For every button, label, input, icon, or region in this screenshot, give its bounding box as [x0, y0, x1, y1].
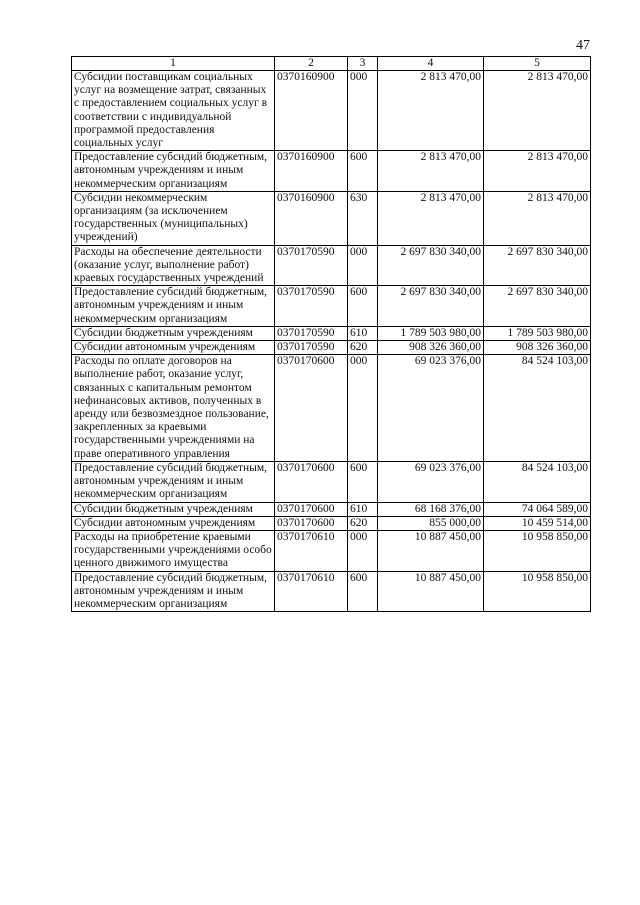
row-sum-year-1: 2 813 470,00 [378, 151, 484, 192]
row-sum-year-1: 908 326 360,00 [378, 341, 484, 355]
row-sum-year-2: 10 459 514,00 [484, 516, 591, 530]
row-sum-year-2: 1 789 503 980,00 [484, 326, 591, 340]
table-row [72, 326, 591, 340]
row-expense-type: 610 [348, 502, 378, 516]
row-expense-type: 600 [348, 571, 378, 612]
row-expense-type: 600 [348, 286, 378, 327]
row-name: Предоставление субсидий бюджетным, автономным учреждениям и иным некоммерческим организациям [72, 286, 275, 327]
row-sum-year-1: 10 887 450,00 [378, 571, 484, 612]
row-name: Субсидии поставщикам социальных услуг на возмещение затрат, связанных с предоставлением социальных услуг в соответствии с индивидуальной программой предоставления социальных услуг [72, 71, 275, 151]
row-expense-type: 000 [348, 245, 378, 286]
row-sum-year-1: 2 813 470,00 [378, 191, 484, 245]
row-sum-year-2: 2 813 470,00 [484, 191, 591, 245]
row-sum-year-2: 84 524 103,00 [484, 355, 591, 462]
row-name: Субсидии бюджетным учреждениям [72, 326, 275, 340]
row-code: 0370170590 [275, 341, 348, 355]
row-expense-type: 000 [348, 530, 378, 571]
table-row [72, 516, 591, 530]
row-expense-type: 600 [348, 461, 378, 502]
table-row [72, 502, 591, 516]
page-number: 47 [576, 38, 590, 53]
row-sum-year-2: 2 697 830 340,00 [484, 286, 591, 327]
row-expense-type: 610 [348, 326, 378, 340]
row-expense-type: 600 [348, 151, 378, 192]
row-sum-year-1: 69 023 376,00 [378, 461, 484, 502]
row-expense-type: 000 [348, 71, 378, 151]
header-col-3: 3 [348, 57, 378, 71]
row-name: Расходы по оплате договоров на выполнение работ, оказание услуг, связанных с капитальным ремонтом нефинансовых активов, полученных в аренду или безвозмездное пользование, закрепленных за краевыми государственными учреждениями на праве оперативного управления [72, 355, 275, 462]
row-sum-year-2: 84 524 103,00 [484, 461, 591, 502]
table-row [72, 245, 591, 286]
row-name: Расходы на приобретение краевыми государственными учреждениями особо ценного движимого имущества [72, 530, 275, 571]
row-name: Предоставление субсидий бюджетным, автономным учреждениям и иным некоммерческим организациям [72, 151, 275, 192]
table-row [72, 530, 591, 571]
table-row [72, 355, 591, 462]
row-name: Субсидии бюджетным учреждениям [72, 502, 275, 516]
row-name: Субсидии некоммерческим организациям (за исключением государственных (муниципальных) учреждений) [72, 191, 275, 245]
row-code: 0370170590 [275, 286, 348, 327]
row-sum-year-1: 69 023 376,00 [378, 355, 484, 462]
row-code: 0370170590 [275, 326, 348, 340]
row-name: Предоставление субсидий бюджетным, автономным учреждениям и иным некоммерческим организациям [72, 461, 275, 502]
row-expense-type: 620 [348, 516, 378, 530]
table-row [72, 286, 591, 327]
row-expense-type: 620 [348, 341, 378, 355]
row-sum-year-2: 2 697 830 340,00 [484, 245, 591, 286]
header-col-5: 5 [484, 57, 591, 71]
row-name: Субсидии автономным учреждениям [72, 516, 275, 530]
row-code: 0370160900 [275, 151, 348, 192]
row-sum-year-1: 855 000,00 [378, 516, 484, 530]
row-name: Расходы на обеспечение деятельности (оказание услуг, выполнение работ) краевых государственных учреждений [72, 245, 275, 286]
row-sum-year-2: 2 813 470,00 [484, 151, 591, 192]
table-row [72, 191, 591, 245]
header-row [72, 57, 591, 71]
row-sum-year-2: 2 813 470,00 [484, 71, 591, 151]
row-sum-year-2: 74 064 589,00 [484, 502, 591, 516]
row-name: Субсидии автономным учреждениям [72, 341, 275, 355]
table-row [72, 151, 591, 192]
row-code: 0370170610 [275, 571, 348, 612]
table-row [72, 571, 591, 612]
table-row [72, 461, 591, 502]
row-name: Предоставление субсидий бюджетным, автономным учреждениям и иным некоммерческим организациям [72, 571, 275, 612]
row-sum-year-1: 1 789 503 980,00 [378, 326, 484, 340]
row-code: 0370170610 [275, 530, 348, 571]
row-code: 0370170590 [275, 245, 348, 286]
row-sum-year-1: 2 697 830 340,00 [378, 286, 484, 327]
table-row [72, 71, 591, 151]
table-row [72, 341, 591, 355]
row-code: 0370170600 [275, 502, 348, 516]
header-col-2: 2 [275, 57, 348, 71]
row-expense-type: 630 [348, 191, 378, 245]
row-code: 0370170600 [275, 461, 348, 502]
row-code: 0370170600 [275, 516, 348, 530]
row-code: 0370170600 [275, 355, 348, 462]
row-sum-year-1: 2 697 830 340,00 [378, 245, 484, 286]
row-sum-year-2: 908 326 360,00 [484, 341, 591, 355]
row-code: 0370160900 [275, 71, 348, 151]
row-sum-year-2: 10 958 850,00 [484, 530, 591, 571]
row-sum-year-2: 10 958 850,00 [484, 571, 591, 612]
row-sum-year-1: 10 887 450,00 [378, 530, 484, 571]
header-col-4: 4 [378, 57, 484, 71]
row-expense-type: 000 [348, 355, 378, 462]
budget-table [71, 56, 591, 612]
row-sum-year-1: 2 813 470,00 [378, 71, 484, 151]
row-code: 0370160900 [275, 191, 348, 245]
header-col-1: 1 [72, 57, 275, 71]
row-sum-year-1: 68 168 376,00 [378, 502, 484, 516]
